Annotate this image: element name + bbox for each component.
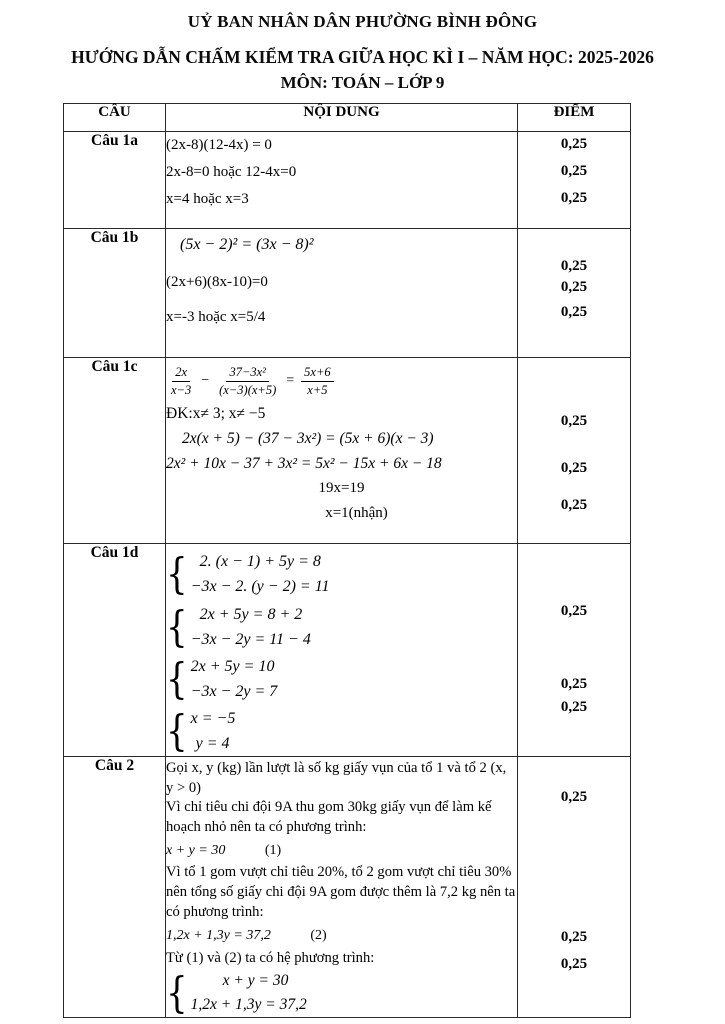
table-header-row xyxy=(64,104,631,132)
system-equation: −3x − 2y = 7 xyxy=(190,683,278,700)
question-label: Câu 1b xyxy=(64,229,166,358)
system-equation: 2. (x − 1) + 5y = 8 xyxy=(199,553,321,570)
score-cell xyxy=(518,229,631,358)
table-row-cau-1a xyxy=(64,132,631,229)
question-label: Câu 1a xyxy=(64,132,166,229)
fraction-equation xyxy=(168,365,517,398)
system-equation: y = 4 xyxy=(195,735,230,752)
fraction-numerator: 37−3x² xyxy=(226,365,268,382)
solution-cell xyxy=(166,132,518,229)
score-value: 0,25 xyxy=(560,190,588,206)
system-equation: x = −5 xyxy=(190,710,236,727)
solution-line: 19x=19 xyxy=(318,480,365,496)
question-label: Câu 1c xyxy=(64,358,166,544)
solution-cell xyxy=(166,757,518,1018)
score-value: 0,25 xyxy=(560,413,588,429)
solution-line: (2x-8)(12-4x) = 0 xyxy=(166,137,272,153)
equation: x + y = 30 xyxy=(166,843,226,859)
system-brace: { xyxy=(166,968,188,1019)
column-header-diem: ĐIỂM xyxy=(518,104,631,132)
fraction-denominator: (x−3)(x+5) xyxy=(219,383,277,397)
equation-line xyxy=(166,840,517,862)
equation-system xyxy=(166,654,517,704)
column-header-noidung: NỘI DUNG xyxy=(166,104,518,132)
equation: 1,2x + 1,3y = 37,2 xyxy=(166,928,271,944)
org-title: UỶ BAN NHÂN DÂN PHƯỜNG BÌNH ĐÔNG xyxy=(187,12,538,31)
system-brace: { xyxy=(166,549,188,599)
column-header-cau: CÂU xyxy=(64,104,166,132)
equation-system xyxy=(166,969,517,1017)
score-value: 0,25 xyxy=(560,603,588,619)
equation-line xyxy=(166,925,517,947)
solution-line: x=4 hoặc x=3 xyxy=(166,191,249,207)
system-equation: 1,2x + 1,3y = 37,2 xyxy=(190,996,307,1014)
score-cell xyxy=(518,132,631,229)
fraction-denominator: x+5 xyxy=(307,383,328,397)
score-value: 0,25 xyxy=(560,136,588,152)
score-value: 0,25 xyxy=(560,699,588,715)
score-cell xyxy=(518,544,631,757)
table-row-cau-1c xyxy=(64,358,631,544)
score-value: 0,25 xyxy=(560,956,588,972)
equation-system xyxy=(166,549,517,599)
question-label: Câu 2 xyxy=(64,757,166,1018)
score-cell xyxy=(518,358,631,544)
solution-line: 2x-8=0 hoặc 12-4x=0 xyxy=(166,164,297,180)
solution-line: (2x+6)(8x-10)=0 xyxy=(166,274,268,290)
condition-line: ĐK:x≠ 3; x≠ −5 xyxy=(166,405,266,422)
solution-paragraph: Từ (1) và (2) ta có hệ phương trình: xyxy=(166,950,375,967)
equals-operator: = xyxy=(286,373,295,389)
fraction-numerator: 5x+6 xyxy=(301,365,333,382)
score-value: 0,25 xyxy=(560,497,588,513)
score-value: 0,25 xyxy=(560,929,588,945)
minus-operator: − xyxy=(201,373,210,389)
solution-paragraph: Gọi x, y (kg) lần lượt là số kg giấy vụn của tổ 1 và tổ 2 (x, y > 0) xyxy=(166,760,507,796)
system-brace: { xyxy=(166,654,188,704)
equation-system xyxy=(166,602,517,652)
table-row-cau-1d xyxy=(64,544,631,757)
system-equation: 2x + 5y = 10 xyxy=(190,658,275,675)
equation-number: (2) xyxy=(310,928,327,944)
math-fraction xyxy=(168,365,194,398)
system-equation: −3x − 2. (y − 2) = 11 xyxy=(190,578,330,595)
system-brace: { xyxy=(166,602,188,652)
score-value: 0,25 xyxy=(560,789,588,805)
doc-subtitle: MÔN: TOÁN – LỚP 9 xyxy=(280,73,445,92)
solution-line: 2x(x + 5) − (37 − 3x²) = (5x + 6)(x − 3) xyxy=(182,430,434,447)
system-brace: { xyxy=(166,706,188,756)
score-value: 0,25 xyxy=(560,460,588,476)
score-cell xyxy=(518,757,631,1018)
solution-cell xyxy=(166,229,518,358)
table-row-cau-1b xyxy=(64,229,631,358)
fraction-numerator: 2x xyxy=(172,365,190,382)
score-value: 0,25 xyxy=(560,163,588,179)
solution-cell xyxy=(166,544,518,757)
solution-paragraph: Vì tổ 1 gom vượt chỉ tiêu 20%, tổ 2 gom vượt chỉ tiêu 30% nên tổng số giấy chi đội 9A gom được thêm là 7,2 kg nên ta có phương trình: xyxy=(166,864,516,920)
answer-key-table xyxy=(63,103,631,1018)
table-row-cau-2 xyxy=(64,757,631,1018)
solution-line: x=-3 hoặc x=5/4 xyxy=(166,309,266,325)
math-fraction xyxy=(301,365,333,398)
score-value: 0,25 xyxy=(560,676,588,692)
solution-cell xyxy=(166,358,518,544)
score-value: 0,25 xyxy=(560,258,588,274)
solution-line: (5x − 2)² = (3x − 8)² xyxy=(180,236,314,253)
equation-system xyxy=(166,706,517,756)
score-value: 0,25 xyxy=(560,279,588,295)
solution-line: x=1(nhận) xyxy=(325,505,388,521)
system-equation: 2x + 5y = 8 + 2 xyxy=(199,606,303,623)
doc-title: HƯỚNG DẪN CHẤM KIỂM TRA GIỮA HỌC KÌ I – NĂM HỌC: 2025-2026 xyxy=(71,47,654,67)
question-label: Câu 1d xyxy=(64,544,166,757)
math-fraction xyxy=(216,365,279,398)
fraction-denominator: x−3 xyxy=(171,383,192,397)
solution-paragraph: Vì chỉ tiêu chi đội 9A thu gom 30kg giấy vụn để làm kế hoạch nhỏ nên ta có phương trình: xyxy=(166,799,492,835)
system-equation: x + y = 30 xyxy=(222,972,289,990)
equation-number: (1) xyxy=(264,843,282,859)
solution-line: 2x² + 10x − 37 + 3x² = 5x² − 15x + 6x − 18 xyxy=(166,455,442,472)
system-equation: −3x − 2y = 11 − 4 xyxy=(190,631,311,648)
score-value: 0,25 xyxy=(560,304,588,320)
